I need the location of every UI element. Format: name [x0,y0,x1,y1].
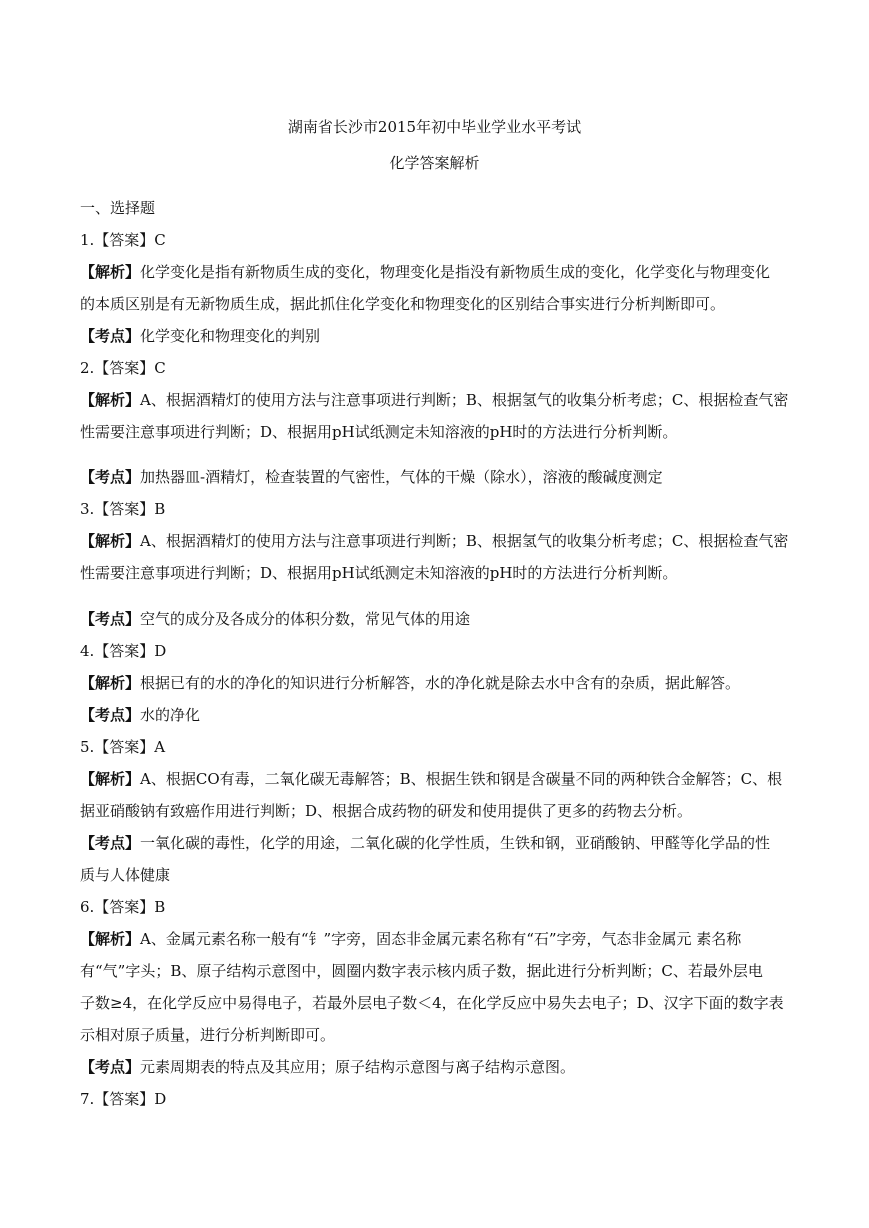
analysis-line [80,769,792,789]
analysis-line [80,262,792,282]
answer-line-4: 4.【答案】D [80,642,167,660]
analysis-continuation: 性需要注意事项进行判断；D、根据用pH试纸测定未知溶液的pH时的方法进行分析判断。 [80,564,678,582]
topic-line [80,1057,792,1077]
analysis-text: A、金属元素名称一般有“钅”字旁，固态非金属元素名称有“石”字旁，气态非金属元 素名称 [140,930,742,948]
analysis-tag: 【解析】 [80,263,141,281]
analysis-text: A、根据CO有毒，二氧化碳无毒解答；B、根据生铁和钢是含碳量不同的两种铁合金解答；C、根 [140,770,783,788]
analysis-continuation: 的本质区别是有无新物质生成，据此抓住化学变化和物理变化的区别结合事实进行分析判断即可。 [80,295,726,313]
topic-text: 化学变化和物理变化的判别 [140,327,321,345]
analysis-line [80,390,792,410]
analysis-tag: 【解析】 [80,930,141,948]
topic-tag: 【考点】 [80,1058,141,1076]
analysis-tag: 【解析】 [80,674,141,692]
analysis-tag: 【解析】 [80,532,141,550]
analysis-tag: 【解析】 [80,770,141,788]
analysis-line [80,531,792,551]
topic-text: 一氧化碳的毒性，化学的用途，二氧化碳的化学性质，生铁和钢，亚硝酸钠、甲醛等化学品的性 [140,834,771,852]
topic-text: 元素周期表的特点及其应用；原子结构示意图与离子结构示意图。 [140,1058,576,1076]
document-subtitle: 化学答案解析 [389,154,480,172]
topic-text: 水的净化 [140,706,201,724]
analysis-text: 根据已有的水的净化的知识进行分析解答，水的净化就是除去水中含有的杂质，据此解答。 [140,674,741,692]
analysis-text: A、根据酒精灯的使用方法与注意事项进行判断；B、根据氢气的收集分析考虑；C、根据检查气密 [140,532,789,550]
analysis-line [80,673,792,693]
topic-line [80,705,792,725]
topic-tag: 【考点】 [80,610,141,628]
analysis-line [80,929,792,949]
topic-tag: 【考点】 [80,834,141,852]
answer-line-1: 1.【答案】C [80,231,166,249]
answer-line-2: 2.【答案】C [80,359,166,377]
topic-text: 空气的成分及各成分的体积分数，常见气体的用途 [140,610,471,628]
analysis-text: A、根据酒精灯的使用方法与注意事项进行判断；B、根据氢气的收集分析考虑；C、根据检查气密 [140,391,789,409]
section-heading: 一、选择题 [80,199,156,217]
topic-line [80,467,792,487]
analysis-continuation: 示相对原子质量，进行分析判断即可。 [80,1026,336,1044]
topic-line [80,326,792,346]
topic-continuation: 质与人体健康 [80,866,171,884]
topic-tag: 【考点】 [80,327,141,345]
topic-line [80,833,792,853]
answer-line-3: 3.【答案】B [80,500,166,518]
analysis-continuation: 性需要注意事项进行判断；D、根据用pH试纸测定未知溶液的pH时的方法进行分析判断。 [80,423,678,441]
answer-line-5: 5.【答案】A [80,738,166,756]
document-title: 湖南省长沙市2015年初中毕业学业水平考试 [287,118,582,136]
answer-line-6: 6.【答案】B [80,898,166,916]
topic-line [80,609,792,629]
analysis-continuation: 有“气”字头；B、原子结构示意图中，圆圈内数字表示核内质子数，据此进行分析判断；C、若最外层电 [80,962,763,980]
analysis-continuation: 子数≥4，在化学反应中易得电子，若最外层电子数＜4，在化学反应中易失去电子；D、汉字下面的数字表 [80,994,784,1012]
analysis-continuation: 据亚硝酸钠有致癌作用进行判断；D、根据合成药物的研发和使用提供了更多的药物去分析。 [80,802,693,820]
analysis-tag: 【解析】 [80,391,141,409]
topic-tag: 【考点】 [80,468,141,486]
topic-tag: 【考点】 [80,706,141,724]
topic-text: 加热器皿-酒精灯，检查装置的气密性，气体的干燥（除水），溶液的酸碱度测定 [140,468,663,486]
answer-line-7: 7.【答案】D [80,1090,167,1108]
analysis-text: 化学变化是指有新物质生成的变化，物理变化是指没有新物质生成的变化，化学变化与物理变化 [140,263,771,281]
